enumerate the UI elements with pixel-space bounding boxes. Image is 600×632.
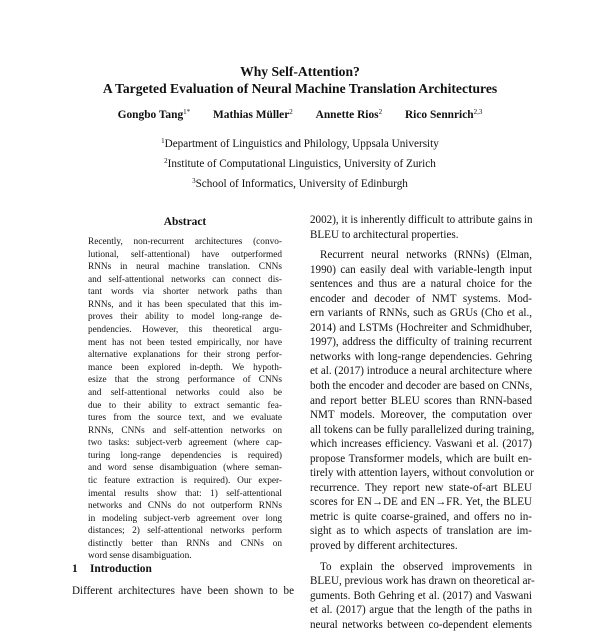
text-line: sentences and thus are a natural choice for the xyxy=(310,278,532,291)
text-line: metric is quite coarse-grained, and offers no in- xyxy=(310,510,532,523)
text-line: 2014) and LSTMs (Hochreiter and Schmidhuber, xyxy=(310,321,532,334)
text-line: mance been explored in-depth. We hypoth- xyxy=(88,362,282,373)
text-line: networks and CNNs do not outperform RNNs xyxy=(88,501,282,512)
text-line: scores for EN→DE and EN→FR. Yet, the BLEU xyxy=(310,496,532,509)
text-line: word sense disambiguation. xyxy=(88,551,192,562)
paper-title-line-2: A Targeted Evaluation of Neural Machine Translation Architectures xyxy=(102,81,498,96)
author: Gongbo Tang$^{1*}$ xyxy=(117,108,191,121)
text-line: in modeling subject-verb agreement over long xyxy=(88,513,282,524)
text-line: BLEU to architectural properties. xyxy=(310,228,459,241)
text-line: neural networks between co-dependent elements xyxy=(310,618,532,631)
text-line: guments. Both Gehring et al. (2017) and Vaswani xyxy=(310,589,532,602)
text-line: all tokens can be fully parallelized during training, xyxy=(310,423,535,436)
text-line: and self-attentional networks can connect dis- xyxy=(88,274,282,285)
abstract-heading: Abstract xyxy=(163,216,207,228)
text-line: encoder and decoder of NMT systems. Mod- xyxy=(310,292,532,305)
text-line: tant words via shorter network paths than xyxy=(88,287,282,298)
text-line: due to their ability to extract semantic fea- xyxy=(88,400,282,411)
text-line: and self-attentional networks could also be xyxy=(88,387,282,398)
text-line: proved by different architectures. xyxy=(310,540,458,553)
text-line: tures from the source text, and we evaluate xyxy=(88,413,282,424)
text-line: ern variants of RNNs, such as GRUs (Cho et al., xyxy=(310,307,532,320)
text-line: RNNs in neural machine translation. CNNs xyxy=(88,262,282,273)
text-line: turing long-range dependencies is required) xyxy=(88,450,282,461)
text-line: Recurrent neural networks (RNNs) (Elman, xyxy=(320,249,532,262)
text-line: propose Transformer models, which are built en- xyxy=(310,452,532,465)
text-line: et al. (2017) introduce a neural architecture where xyxy=(310,365,532,378)
section-heading-introduction: 1 Introduction xyxy=(72,563,152,575)
text-line: imental results show that: 1) self-attentional xyxy=(88,488,282,499)
text-line: both the encoder and decoder are based on CNNs, xyxy=(310,380,533,393)
author: Rico Sennrich$^{2,3}$ xyxy=(404,108,483,121)
text-line: distances; 2) self-attentional networks perform xyxy=(88,526,282,537)
introduction-text: Different architectures have been shown to be xyxy=(72,585,294,597)
text-line: BLEU, previous work has drawn on theoretical ar- xyxy=(310,575,535,588)
text-line: ment has not been tested empirically, nor have xyxy=(88,337,282,348)
text-line: and report better BLEU scores than RNN-based xyxy=(310,394,532,407)
text-line: sight as to which aspects of translation are im- xyxy=(310,525,532,538)
text-line: lutional, self-attentional) have outperformed xyxy=(88,249,282,260)
text-line: 2002), it is inherently difficult to attribute gains in xyxy=(310,214,533,226)
text-line: RNNs, CNNs and self-attention networks on xyxy=(88,425,282,436)
text-line: 1990) can easily deal with variable-length input xyxy=(310,263,532,276)
text-line: pendencies. However, this theoretical argu- xyxy=(88,325,282,336)
text-line: networks with long-range dependencies. Gehring xyxy=(310,350,532,363)
right-column-text xyxy=(310,213,535,632)
text-line: distinctly better than RNNs and CNNs on xyxy=(88,538,282,549)
author: Mathias Müller$^2$ xyxy=(213,108,293,121)
text-line: alternative explanations for their strong perfor- xyxy=(88,350,282,361)
abstract-body xyxy=(88,236,282,563)
text-line: esize that the strong performance of CNNs xyxy=(88,375,282,386)
text-line: tic feature extraction is required). Our exper- xyxy=(88,475,282,486)
text-line: To explain the observed improvements in xyxy=(320,560,532,573)
text-line: two tasks: subject-verb agreement (where cap- xyxy=(88,438,282,449)
text-line: recurrence. They report new state-of-art BLEU xyxy=(310,481,532,494)
text-line: tirely with attention layers, without convolution or xyxy=(310,467,534,480)
text-line: Recently, non-recurrent architectures (convo- xyxy=(88,237,282,247)
author: Annette Rios$^2$ xyxy=(315,108,383,121)
text-line: proves their ability to model long-range de- xyxy=(88,312,282,323)
text-line: RNNs, and it has been speculated that this im- xyxy=(88,299,282,310)
text-line: NMT models. Moreover, the computation over xyxy=(310,409,532,422)
text-line: and word sense disambiguation (where seman- xyxy=(88,463,282,474)
text-line: et al. (2017) argue that the length of the paths in xyxy=(310,604,532,617)
affiliation: $^3$School of Informatics, University of Edinburgh xyxy=(192,177,408,190)
paper-title-line-1: Why Self-Attention? xyxy=(240,64,360,79)
text-line: 1997), address the difficulty of training recurrent xyxy=(310,336,532,349)
text-line: which increases efficiency. Vaswani et al. (2017) xyxy=(310,438,532,451)
affiliation: $^1$Department of Linguistics and Philology, Uppsala University xyxy=(161,137,439,150)
affiliation: $^2$Institute of Computational Linguistics, University of Zurich xyxy=(164,157,436,170)
author-list xyxy=(0,104,600,123)
